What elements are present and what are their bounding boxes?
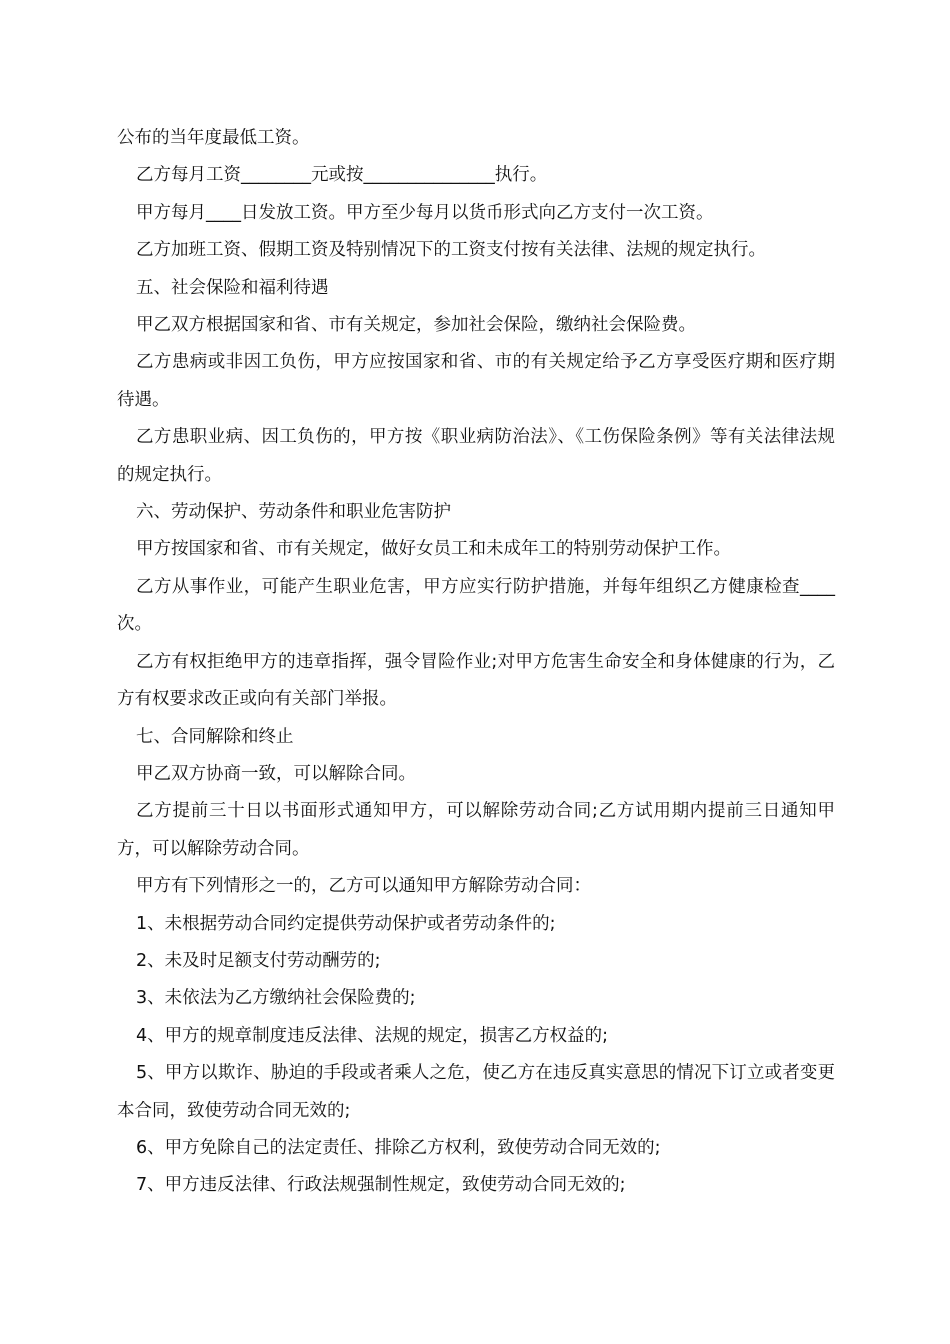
paragraph-termination-conditions: 甲方有下列情形之一的，乙方可以通知甲方解除劳动合同： [136, 876, 591, 897]
paragraph-health-check: 乙方从事作业，可能产生职业危害，甲方应实行防护措施，并每年组织乙方健康检查____次。 [117, 576, 835, 635]
section-heading-termination: 七、合同解除和终止 [136, 726, 294, 747]
paragraph-social-insurance: 甲乙双方根据国家和省、市有关规定，参加社会保险，缴纳社会保险费。 [136, 315, 696, 336]
section-heading-labor-protection: 六、劳动保护、劳动条件和职业危害防护 [136, 502, 451, 523]
list-item-condition-7: 7、甲方违反法律、行政法规强制性规定，致使劳动合同无效的; [136, 1175, 626, 1196]
paragraph-special-protection: 甲方按国家和省、市有关规定，做好女员工和未成年工的特别劳动保护工作。 [136, 539, 731, 560]
section-heading-social-insurance: 五、社会保险和福利待遇 [136, 277, 329, 298]
paragraph-notice-termination: 乙方提前三十日以书面形式通知甲方，可以解除劳动合同;乙方试用期内提前三日通知甲方，可以解除劳动合同。 [117, 801, 835, 859]
list-item-condition-3: 3、未依法为乙方缴纳社会保险费的; [136, 988, 416, 1009]
list-item-condition-1: 1、未根据劳动合同约定提供劳动保护或者劳动条件的; [136, 913, 556, 934]
document-page [117, 120, 835, 1205]
paragraph-right-to-refuse: 乙方有权拒绝甲方的违章指挥，强令冒险作业;对甲方危害生命安全和身体健康的行为，乙方有权要求改正或向有关部门举报。 [117, 651, 835, 710]
list-item-condition-4: 4、甲方的规章制度违反法律、法规的规定，损害乙方权益的; [136, 1025, 609, 1046]
paragraph-min-wage-continuation: 公布的当年度最低工资。 [117, 128, 310, 148]
paragraph-pay-day: 甲方每月____日发放工资。甲方至少每月以货币形式向乙方支付一次工资。 [136, 202, 714, 223]
paragraph-mutual-termination: 甲乙双方协商一致，可以解除合同。 [136, 763, 416, 784]
list-item-condition-6: 6、甲方免除自己的法定责任、排除乙方权利，致使劳动合同无效的; [136, 1137, 661, 1158]
paragraph-medical-period: 乙方患病或非因工负伤，甲方应按国家和省、市的有关规定给予乙方享受医疗期和医疗期待遇。 [117, 352, 835, 410]
paragraph-overtime-pay: 乙方加班工资、假期工资及特别情况下的工资支付按有关法律、法规的规定执行。 [136, 240, 766, 261]
paragraph-monthly-salary: 乙方每月工资________元或按_______________执行。 [136, 165, 548, 186]
paragraph-occupational-injury: 乙方患职业病、因工负伤的，甲方按《职业病防治法》、《工伤保险条例》等有关法律法规的规定执行。 [117, 427, 835, 485]
list-item-condition-5: 5、甲方以欺诈、胁迫的手段或者乘人之危，使乙方在违反真实意思的情况下订立或者变更本合同，致使劳动合同无效的; [117, 1063, 835, 1121]
list-item-condition-2: 2、未及时足额支付劳动酬劳的; [136, 950, 381, 971]
